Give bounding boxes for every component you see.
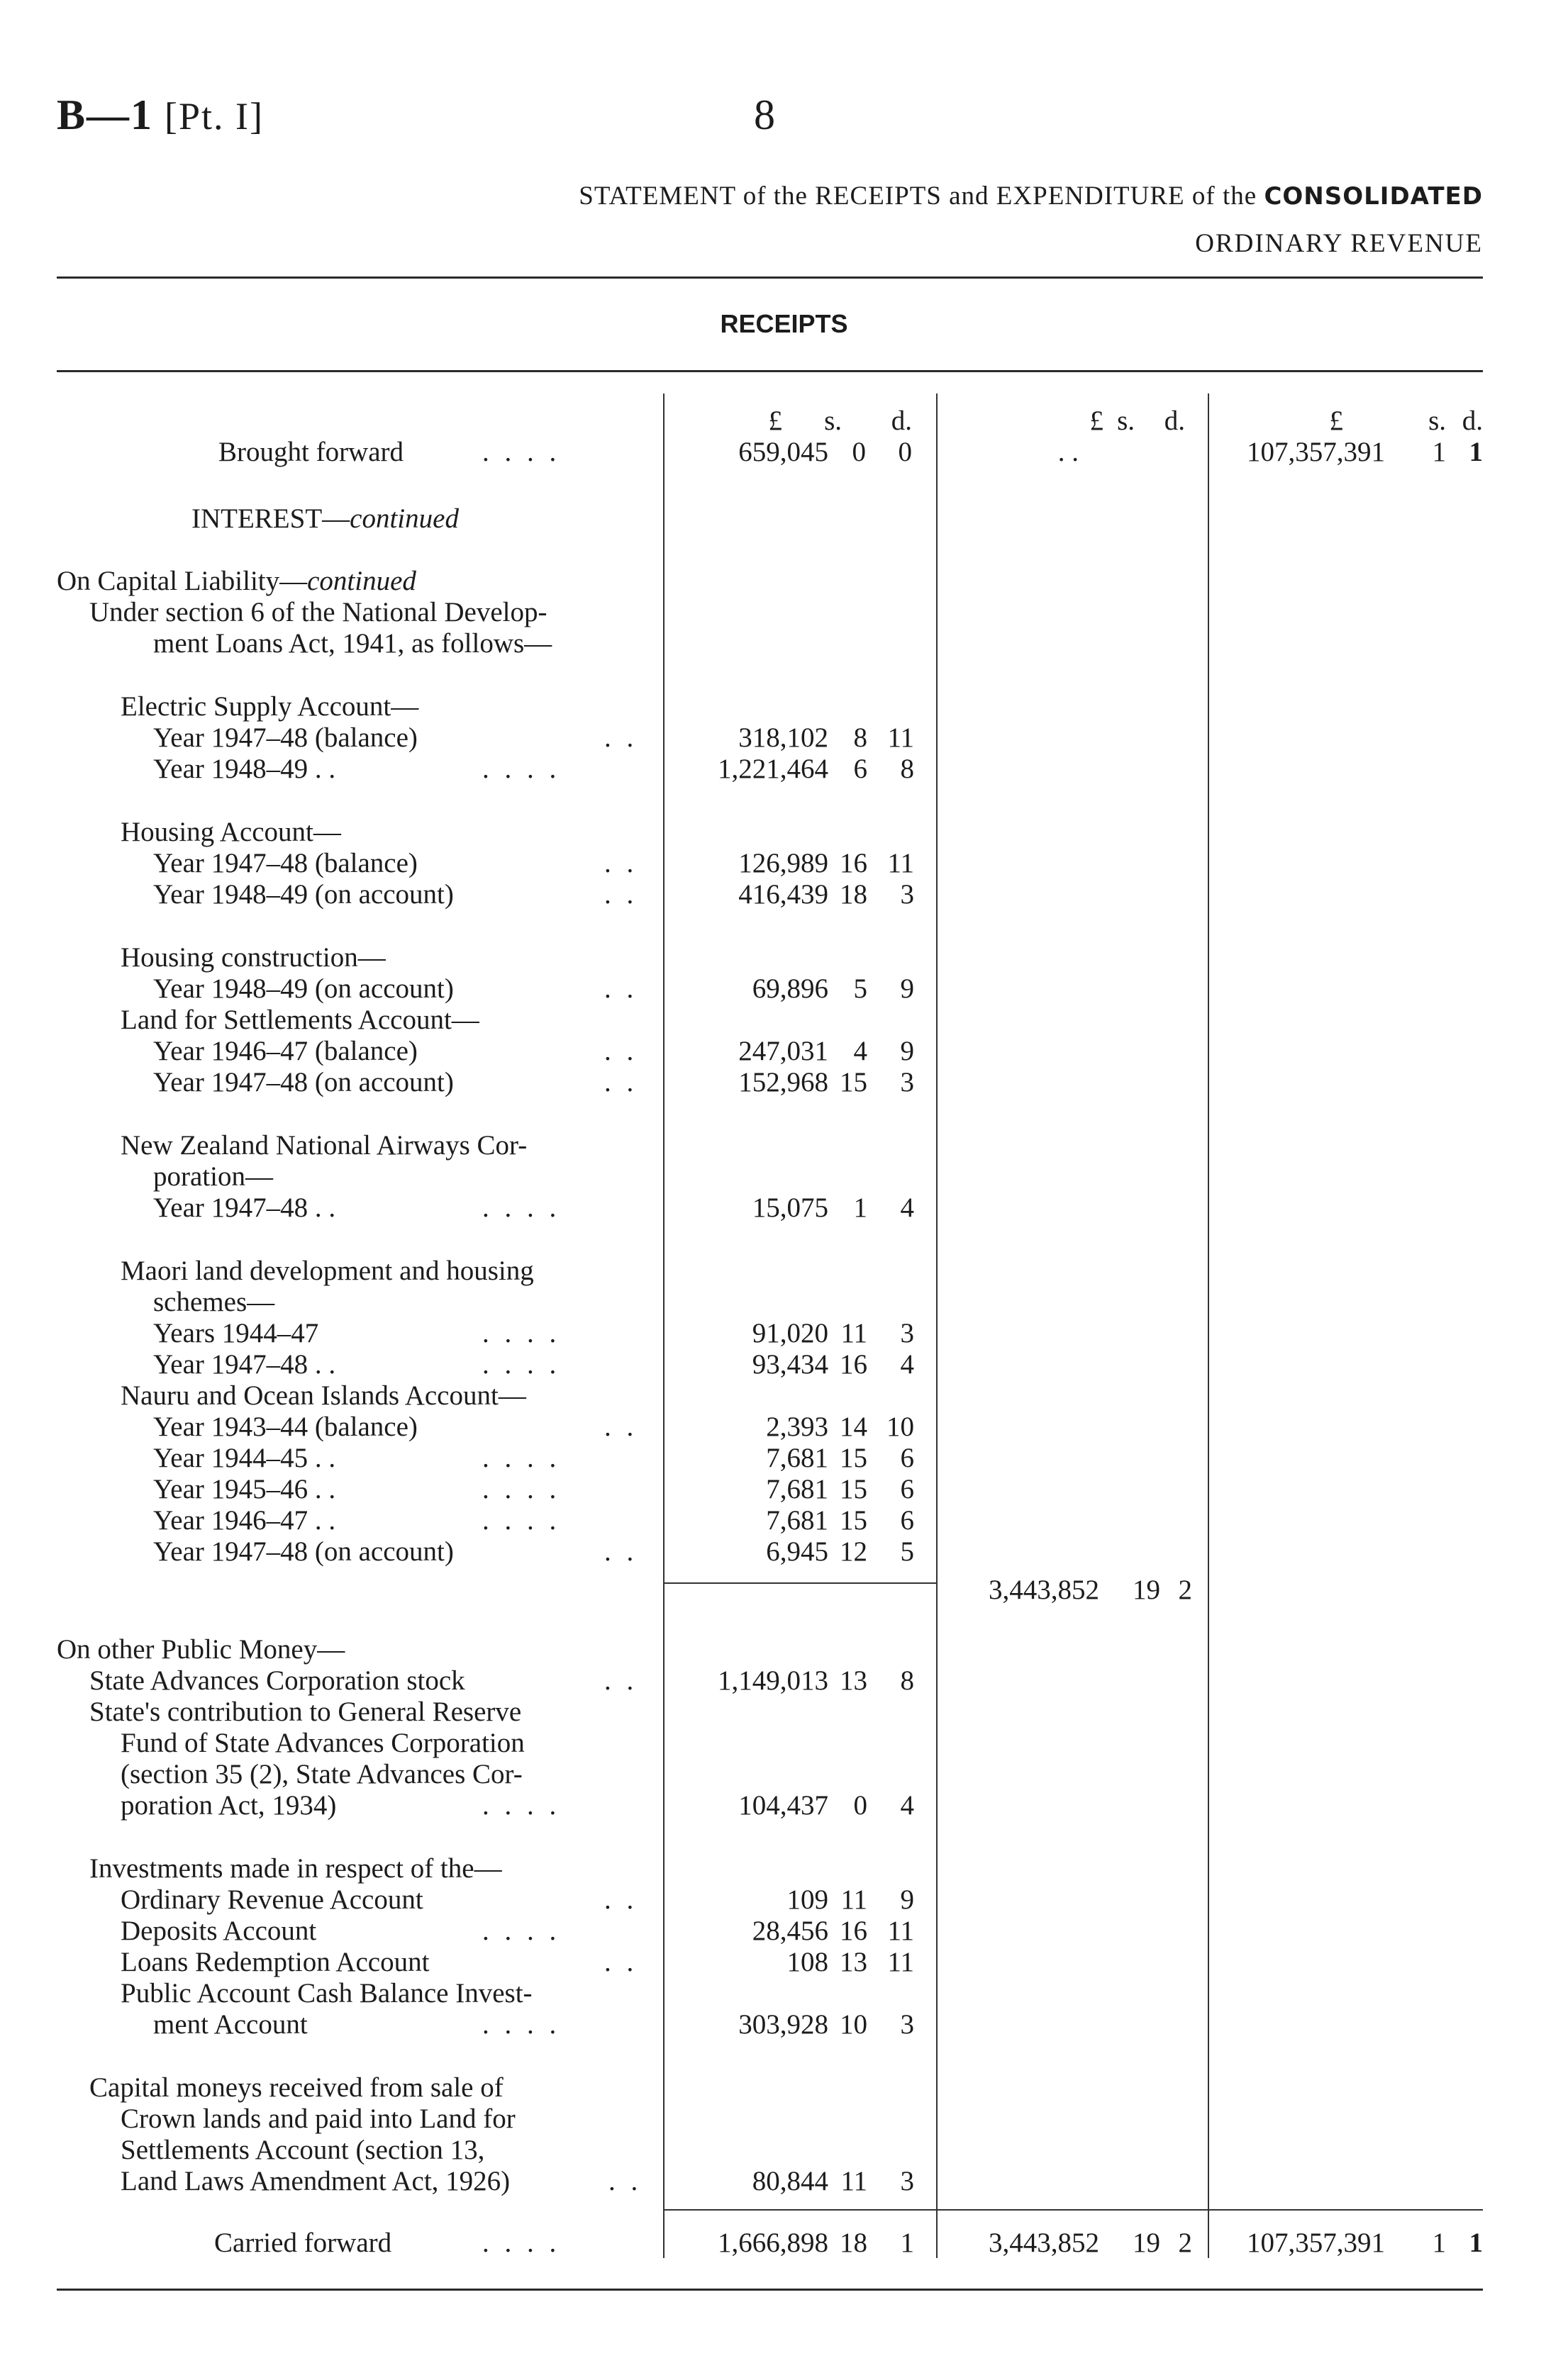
investment-amount-shillings: 16: [840, 1916, 867, 1946]
row-amount-pence: 6: [900, 1505, 914, 1536]
row-amount-pence: 5: [900, 1536, 914, 1567]
row-amount-pounds: 318,102: [738, 722, 828, 753]
capital-moneys-line-1: Capital moneys received from sale of: [89, 2072, 504, 2103]
brought-forward-col3-pounds: 107,357,391: [1247, 437, 1385, 467]
capital-moneys-dots: . .: [608, 2166, 643, 2196]
row-label: Year 1947–48 (balance): [153, 722, 418, 753]
group-title-nauru: Nauru and Ocean Islands Account—: [121, 1380, 526, 1411]
capital-liability-heading-text: On Capital Liability—: [57, 566, 308, 596]
brought-forward-col1-pounds: 659,045: [738, 437, 828, 467]
row-label: Year 1947–48 (balance): [153, 848, 418, 878]
investment-row-dots: . . . .: [482, 1916, 561, 1946]
investment-amount-pounds: 109: [786, 1884, 828, 1915]
row-amount-shillings: 15: [840, 1505, 867, 1536]
row-amount-pence: 9: [900, 973, 914, 1004]
investment-row-label: Deposits Account: [121, 1916, 317, 1946]
carried-forward-dots: . . . .: [482, 2228, 561, 2258]
investment-amount-shillings: 13: [840, 1947, 867, 1977]
row-dots: . . . .: [482, 1474, 561, 1504]
column-divider-3: [1208, 393, 1209, 2258]
row-label: Years 1944–47: [153, 1318, 319, 1348]
row-dots: . .: [604, 879, 638, 910]
table-top-rule: [57, 370, 1483, 372]
row-amount-shillings: 16: [840, 1349, 867, 1380]
page-number: 8: [754, 91, 775, 138]
col3-pence-header: d.: [1462, 406, 1483, 436]
row-amount-pence: 11: [887, 848, 914, 878]
col2-pounds-header: £: [1089, 406, 1103, 436]
investment-row-dots: . .: [604, 1947, 638, 1977]
row-dots: . .: [604, 1536, 638, 1567]
carried-forward-label: Carried forward: [214, 2228, 392, 2258]
row-label: Year 1945–46 . .: [153, 1474, 336, 1504]
capital-subtotal-shillings: 19: [1133, 1575, 1160, 1605]
statement-title-line-2: ORDINARY REVENUE: [1195, 229, 1483, 258]
capital-liability-continued: continued: [307, 566, 416, 596]
brought-forward-col2-dots: . .: [1057, 437, 1079, 467]
carried-forward-col3-shillings: 1: [1432, 2228, 1446, 2258]
column-divider-2: [936, 393, 938, 2258]
row-dots: . . . .: [482, 1349, 561, 1380]
reserve-line-1: State's contribution to General Reserve: [89, 1697, 522, 1727]
row-amount-shillings: 16: [840, 848, 867, 878]
row-amount-pounds: 152,968: [738, 1067, 828, 1097]
brought-forward-col3-pence: 1: [1469, 437, 1483, 467]
document-reference: [57, 91, 264, 140]
carried-forward-col3-pounds: 107,357,391: [1247, 2228, 1385, 2258]
row-label: Year 1947–48 (on account): [153, 1067, 454, 1097]
reserve-dots: . . . .: [482, 1790, 561, 1821]
capital-moneys-line-3: Settlements Account (section 13,: [121, 2135, 485, 2165]
investment-amount-pence: 9: [900, 1884, 914, 1915]
row-amount-shillings: 11: [840, 1318, 867, 1348]
row-amount-pounds: 93,434: [752, 1349, 828, 1380]
col3-pounds-header: £: [1329, 406, 1343, 436]
state-advances-stock-pence: 8: [900, 1665, 914, 1696]
investment-amount-pounds: 108: [786, 1947, 828, 1977]
capital-moneys-pence: 3: [900, 2166, 914, 2196]
other-public-money-heading: On other Public Money—: [57, 1634, 345, 1665]
row-amount-pounds: 2,393: [766, 1412, 828, 1442]
row-dots: . .: [604, 1036, 638, 1066]
col1-pence-header: d.: [891, 406, 912, 436]
col3-shillings-header: s.: [1428, 406, 1446, 436]
state-advances-stock-dots: . .: [604, 1665, 638, 1696]
row-amount-pence: 4: [900, 1192, 914, 1223]
header-rule: [57, 276, 1483, 279]
group-title-electric-supply: Electric Supply Account—: [121, 691, 419, 722]
row-amount-shillings: 15: [840, 1443, 867, 1473]
state-advances-stock-label: State Advances Corporation stock: [89, 1665, 465, 1696]
carried-forward-col1-shillings: 18: [840, 2228, 867, 2258]
row-amount-pounds: 7,681: [766, 1474, 828, 1504]
row-dots: . .: [604, 1412, 638, 1442]
public-account-line-1: Public Account Cash Balance Invest-: [121, 1978, 533, 2009]
capital-moneys-line-2: Crown lands and paid into Land for: [121, 2104, 516, 2134]
public-account-dots: . . . .: [482, 2009, 561, 2040]
group-title-nz-airways-1: New Zealand National Airways Cor-: [121, 1130, 528, 1161]
under-section-line-2: ment Loans Act, 1941, as follows—: [153, 628, 552, 659]
statement-title-line-1: [579, 181, 1483, 211]
reserve-line-3: (section 35 (2), State Advances Cor-: [121, 1759, 523, 1789]
public-account-pence: 3: [900, 2009, 914, 2040]
row-dots: . . . .: [482, 754, 561, 784]
reserve-amount-shillings: 0: [853, 1790, 867, 1821]
row-amount-pounds: 1,221,464: [718, 754, 828, 784]
reserve-line-2: Fund of State Advances Corporation: [121, 1728, 525, 1758]
public-account-pounds: 303,928: [738, 2009, 828, 2040]
row-dots: . .: [604, 722, 638, 753]
reserve-line-4: poration Act, 1934): [121, 1790, 337, 1821]
row-amount-pounds: 91,020: [752, 1318, 828, 1348]
public-account-line-2: ment Account: [153, 2009, 308, 2040]
row-label: Year 1944–45 . .: [153, 1443, 336, 1473]
row-amount-pounds: 126,989: [738, 848, 828, 878]
state-advances-stock-shillings: 13: [840, 1665, 867, 1696]
carried-forward-col3-pence: 1: [1469, 2228, 1483, 2258]
group-title-housing-construction: Housing construction—: [121, 942, 386, 973]
interest-heading: [191, 503, 459, 535]
investment-row-dots: . .: [604, 1884, 638, 1915]
col2-pence-header: d.: [1164, 406, 1185, 436]
col1-pounds-header: £: [768, 406, 782, 436]
capital-liability-heading: [57, 566, 416, 597]
row-label: Year 1948–49 (on account): [153, 973, 454, 1004]
row-amount-pence: 10: [886, 1412, 914, 1442]
row-dots: . .: [604, 1067, 638, 1097]
row-amount-pence: 3: [900, 879, 914, 910]
interest-heading-text: INTEREST—: [191, 503, 350, 534]
row-label: Year 1948–49 . .: [153, 754, 336, 784]
row-amount-pence: 9: [900, 1036, 914, 1066]
row-dots: . . . .: [482, 1505, 561, 1536]
row-amount-pence: 6: [900, 1443, 914, 1473]
capital-subtotal-pounds: 3,443,852: [989, 1575, 1099, 1605]
carried-forward-col2-pence: 2: [1178, 2228, 1192, 2258]
row-dots: . .: [604, 973, 638, 1004]
row-amount-shillings: 15: [840, 1474, 867, 1504]
row-amount-shillings: 1: [853, 1192, 867, 1223]
col1-shillings-header: s.: [824, 406, 842, 436]
row-dots: . . . .: [482, 1192, 561, 1223]
row-amount-pounds: 247,031: [738, 1036, 828, 1066]
group-title-maori-land-2: schemes—: [153, 1287, 275, 1317]
section-title: RECEIPTS: [720, 309, 848, 338]
public-account-shillings: 10: [840, 2009, 867, 2040]
row-amount-pence: 6: [900, 1474, 914, 1504]
group-title-housing-account: Housing Account—: [121, 817, 341, 847]
col2-shillings-header: s.: [1117, 406, 1135, 436]
document-part: [Pt. I]: [165, 95, 265, 138]
investment-amount-pounds: 28,456: [752, 1916, 828, 1946]
brought-forward-col1-pence: 0: [898, 437, 912, 467]
row-amount-pounds: 416,439: [738, 879, 828, 910]
row-label: Year 1947–48 . .: [153, 1192, 336, 1223]
subtotal-rule: [663, 1582, 936, 1584]
capital-moneys-pounds: 80,844: [752, 2166, 828, 2196]
table-bottom-rule: [57, 2289, 1483, 2291]
group-title-maori-land-1: Maori land development and housing: [121, 1256, 534, 1286]
investments-heading: Investments made in respect of the—: [89, 1853, 502, 1884]
row-label: Year 1947–48 (on account): [153, 1536, 454, 1567]
carried-forward-col2-pounds: 3,443,852: [989, 2228, 1099, 2258]
row-amount-shillings: 6: [853, 754, 867, 784]
statement-title-bold: CONSOLIDATED: [1264, 182, 1483, 211]
row-amount-pounds: 69,896: [752, 973, 828, 1004]
investment-amount-shillings: 11: [840, 1884, 867, 1915]
interest-heading-continued: continued: [350, 503, 459, 534]
capital-moneys-line-4: Land Laws Amendment Act, 1926): [121, 2166, 511, 2196]
row-amount-pence: 8: [900, 754, 914, 784]
capital-subtotal-pence: 2: [1178, 1575, 1192, 1605]
column-divider-1: [663, 393, 665, 2258]
statement-title-plain: STATEMENT of the RECEIPTS and EXPENDITURE of the: [579, 181, 1257, 211]
capital-moneys-shillings: 11: [840, 2166, 867, 2196]
row-amount-pounds: 6,945: [766, 1536, 828, 1567]
row-dots: . .: [604, 848, 638, 878]
row-amount-pence: 11: [887, 722, 914, 753]
carried-forward-top-rule: [663, 2209, 1483, 2211]
group-title-land-settlements: Land for Settlements Account—: [121, 1005, 479, 1035]
row-amount-pounds: 7,681: [766, 1505, 828, 1536]
row-label: Year 1946–47 . .: [153, 1505, 336, 1536]
under-section-line-1: Under section 6 of the National Develop-: [89, 597, 547, 627]
brought-forward-col3-shillings: 1: [1432, 437, 1446, 467]
row-amount-shillings: 8: [853, 722, 867, 753]
row-amount-pence: 3: [900, 1067, 914, 1097]
row-label: Year 1946–47 (balance): [153, 1036, 418, 1066]
row-amount-shillings: 18: [840, 879, 867, 910]
row-dots: . . . .: [482, 1443, 561, 1473]
carried-forward-col1-pence: 1: [900, 2228, 914, 2258]
brought-forward-label: Brought forward: [218, 437, 404, 467]
row-amount-shillings: 14: [840, 1412, 867, 1442]
row-amount-shillings: 4: [853, 1036, 867, 1066]
row-label: Year 1943–44 (balance): [153, 1412, 418, 1442]
reserve-amount-pence: 4: [900, 1790, 914, 1821]
row-amount-pounds: 15,075: [752, 1192, 828, 1223]
row-label: Year 1947–48 . .: [153, 1349, 336, 1380]
row-dots: . . . .: [482, 1318, 561, 1348]
row-amount-shillings: 15: [840, 1067, 867, 1097]
document-ref-code: B—1: [57, 91, 154, 138]
row-label: Year 1948–49 (on account): [153, 879, 454, 910]
state-advances-stock-pounds: 1,149,013: [718, 1665, 828, 1696]
row-amount-shillings: 5: [853, 973, 867, 1004]
row-amount-pence: 4: [900, 1349, 914, 1380]
investment-amount-pence: 11: [887, 1916, 914, 1946]
brought-forward-col1-shillings: 0: [852, 437, 866, 467]
carried-forward-col2-shillings: 19: [1133, 2228, 1160, 2258]
row-amount-shillings: 12: [840, 1536, 867, 1567]
carried-forward-col1-pounds: 1,666,898: [718, 2228, 828, 2258]
investment-row-label: Ordinary Revenue Account: [121, 1884, 423, 1915]
reserve-amount-pounds: 104,437: [738, 1790, 828, 1821]
group-title-nz-airways-2: poration—: [153, 1161, 273, 1192]
investment-row-label: Loans Redemption Account: [121, 1947, 430, 1977]
brought-forward-dots: . . . .: [482, 437, 561, 467]
row-amount-pounds: 7,681: [766, 1443, 828, 1473]
row-amount-pence: 3: [900, 1318, 914, 1348]
investment-amount-pence: 11: [887, 1947, 914, 1977]
